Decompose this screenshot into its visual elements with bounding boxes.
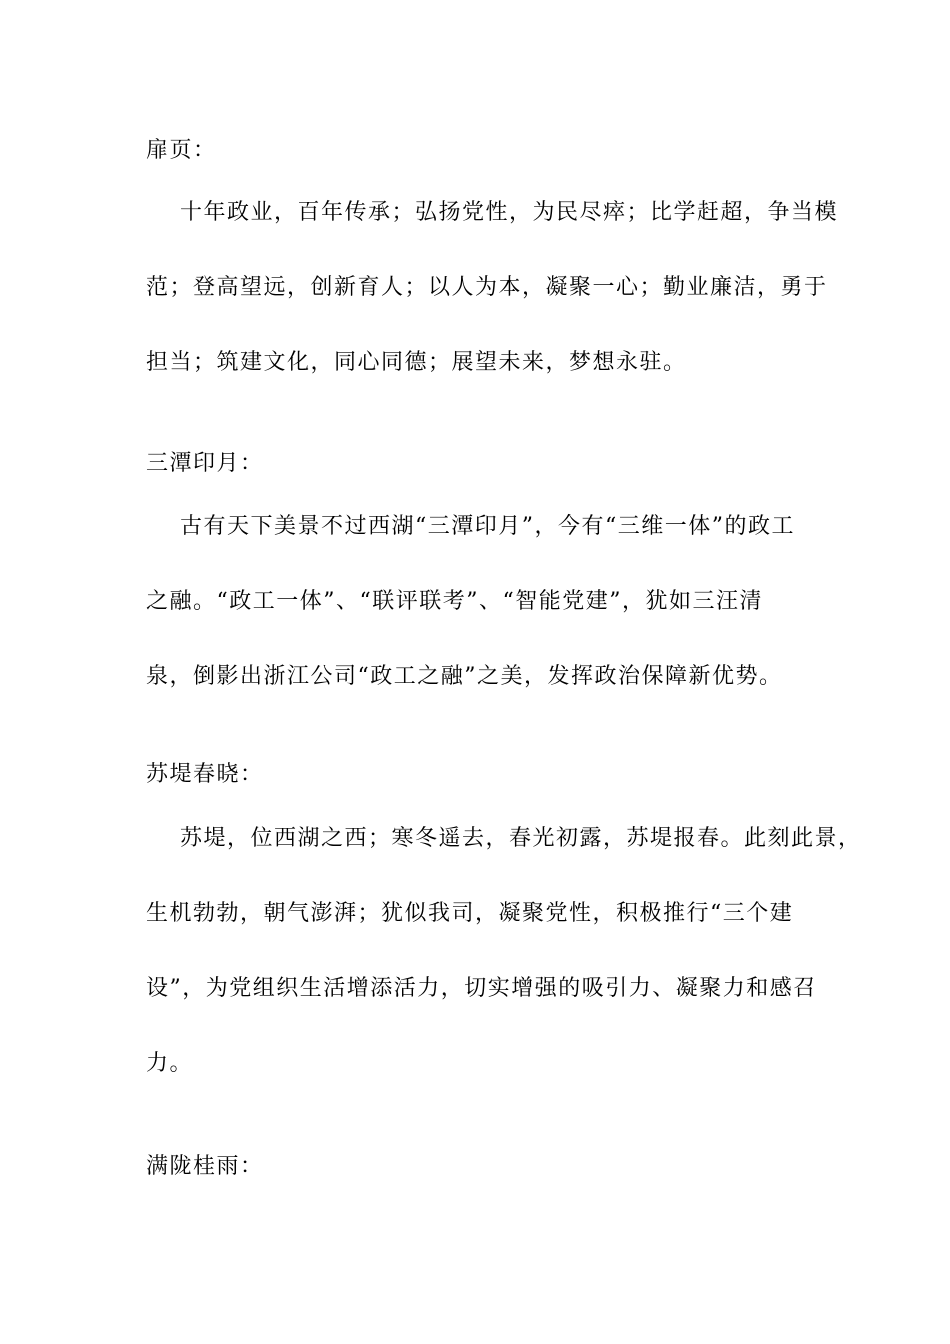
paragraph-line: 泉，倒影出浙江公司“政工之融”之美，发挥政治保障新优势。 <box>146 664 783 689</box>
paragraph-line: 力。 <box>146 1051 194 1076</box>
paragraph-line: 古有天下美景不过西湖“三潭印月”，今有“三维一体”的政工 <box>180 514 795 539</box>
section-heading-manlong-guiyu: 满陇桂雨： <box>146 1154 264 1179</box>
paragraph-line: 范；登高望远，创新育人；以人为本，凝聚一心；勤业廉洁，勇于 <box>146 275 828 300</box>
paragraph-line: 苏堤，位西湖之西；寒冬遥去，春光初露，苏堤报春。此刻此景， <box>180 826 862 851</box>
section-heading-sudi-chunxiao: 苏堤春晓： <box>146 762 264 787</box>
paragraph-line: 之融。“政工一体”、“联评联考”、“智能党建”，犹如三汪清 <box>146 589 763 614</box>
section-heading-santan-yinyue: 三潭印月： <box>146 451 264 476</box>
paragraph-line: 十年政业，百年传承；弘扬党性，为民尽瘁；比学赶超，争当模 <box>180 200 839 225</box>
paragraph-line: 担当；筑建文化，同心同德；展望未来，梦想永驻。 <box>146 350 687 375</box>
paragraph-line: 生机勃勃，朝气澎湃；犹似我司，凝聚党性，积极推行“三个建 <box>146 901 794 926</box>
paragraph-line: 设”，为党组织生活增添活力，切实增强的吸引力、凝聚力和感召 <box>146 976 817 1001</box>
section-heading-title-page: 扉页： <box>146 138 217 163</box>
